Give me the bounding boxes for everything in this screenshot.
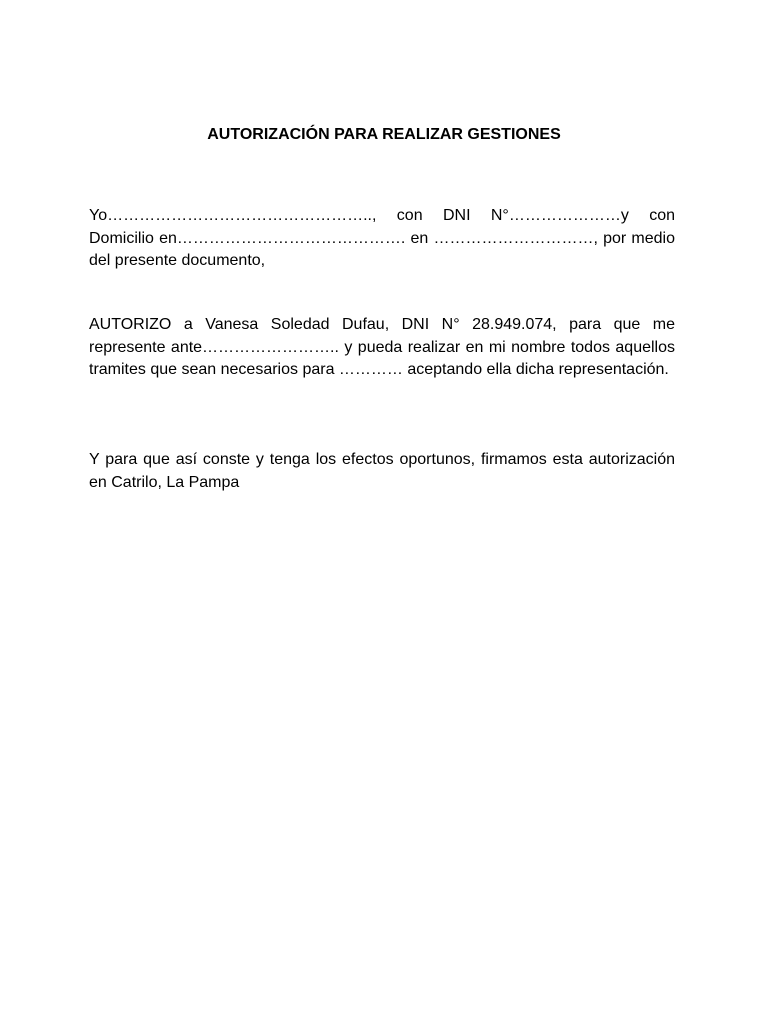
paragraph-declarant: Yo………………………………………….., con DNI N°…………………y con Domicilio en……………………………………. en …………………………, por medio del presente documento, [89, 207, 675, 269]
paragraph-authorization: AUTORIZO a Vanesa Soledad Dufau, DNI N° 28.949.074, para que me represente ante…………………….. y pueda realizar en mi nombre todos aquellos tramites que sean necesarios para ………… aceptando ella dicha representación. [89, 316, 675, 378]
paragraph-closing: Y para que así conste y tenga los efectos oportunos, firmamos esta autorización en Catrilo, La Pampa [89, 451, 675, 491]
document-title: AUTORIZACIÓN PARA REALIZAR GESTIONES [207, 126, 561, 143]
